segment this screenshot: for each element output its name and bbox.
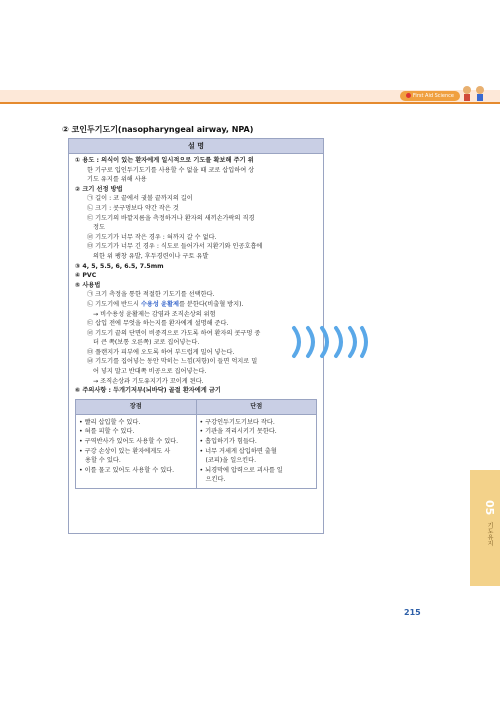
method-2-highlight: 수용성 윤활제 [140,300,179,308]
method-1: ㉠ 크기 측정을 통한 적절한 기도기를 선택한다. [87,291,215,299]
method-5: ㉤ 플랜지가 피부에 오도록 하여 부드럽게 밀어 넣는다. [87,348,235,356]
caution: ⑥ 주의사항 : 두개기저부(뇌바닥) 골절 환자에게 금기 [75,387,221,395]
page-number: 215 [404,608,421,617]
method-2-note: → 비수용성 윤활제는 감염과 조직손상의 위험 [93,310,216,318]
method-2 [75,300,317,310]
size-width: ㉡ 크기 : 콧구멍보다 약간 작은 것 [87,204,179,212]
size-diameter-2: 정도 [93,224,105,232]
method-heading: ⑤ 사용법 [75,281,101,289]
method-2-a: ㉡ 기도기에 반드시 [87,300,141,308]
cons-header: 단점 [196,399,317,414]
sizes-list: ③ 4, 5, 5.5, 6, 6.5, 7.5mm [75,262,164,270]
method-4-b: 더 큰 쪽(보통 오른쪽) 코로 집어넣는다. [93,339,200,347]
con-item: • 뇌경막에 압력으로 괴사를 일 [199,466,283,474]
method-4-a: ㉣ 기도기 끝의 단면이 비중격으로 가도록 하여 환자의 콧구멍 중 [87,329,261,337]
header-label-text: First Aid Science [412,93,454,99]
usage-line-2: 한 기구로 입인두기도기를 사용할 수 없을 때 코로 삽입하여 상 [87,166,255,174]
method-6-b: 어 넣지 말고 반대쪽 비공으로 집어넣는다. [93,368,207,376]
material: ④ PVC [75,272,97,280]
pro-item: • 혀를 피할 수 있다. [79,428,135,436]
size-diameter-1: ㉢ 기도기의 바깥지름을 측정하거나 환자의 새끼손가락의 직경 [87,214,255,222]
pro-item: • 빨리 삽입할 수 있다. [79,418,141,426]
con-item: • 흡입하기가 힘들다. [199,438,257,446]
size-too-long-1: ㉤ 기도기가 너무 긴 경우 : 식도로 들어가서 지환기와 인공호흡에 [87,243,263,251]
pros-cell [76,414,197,488]
usage-line-3: 기도 유지를 위해 사용 [87,176,147,184]
box-heading: 설 명 [69,139,323,154]
size-too-long-2: 의한 위 팽창 유발, 후두경련이나 구토 유발 [93,252,209,260]
nasopharyngeal-airways-icon [290,322,370,362]
pro-item: • 구강 손상이 있는 환자에게도 사 [79,447,171,455]
pro-item: • 구역반사가 있어도 사용할 수 있다. [79,438,179,446]
usage-line-1: ① 용도 : 의식이 있는 환자에게 일시적으로 기도를 확보해 주기 위 [75,157,254,164]
pro-item-cont: 용할 수 있다. [85,457,121,465]
size-heading: ② 크기 선정 방법 [75,185,123,193]
header-label [400,91,460,101]
con-item: • 구강인두기도기보다 작다. [199,418,275,426]
pros-cons-table [75,399,317,489]
chapter-number: 05 [483,500,496,516]
con-item: • 너무 거세게 삽입하면 출혈 [199,447,277,455]
header-rule [0,102,500,104]
con-item-cont: (코피)을 일으킨다. [205,457,257,465]
method-6-a: ㉥ 기도기를 집어넣는 동안 막히는 느낌(저항)이 들면 억지로 밀 [87,358,258,366]
size-length: ㉠ 길이 : 코 끝에서 귓볼 끝까지의 길이 [87,195,193,203]
cons-cell [196,414,317,488]
method-6-note: → 조직손상과 기도유지기가 꼬이게 된다. [93,377,204,385]
cartoon-figures-icon [460,84,488,102]
section-title: ② 코인두기도기(nasopharyngeal airway, NPA) [62,125,254,134]
pro-item: • 이를 물고 있어도 사용할 수 있다. [79,466,175,474]
description-content [69,154,323,489]
bullet-icon [406,93,411,98]
chapter-title: 기도유지 [486,522,493,546]
size-too-small: ㉣ 기도기가 너무 작은 경우 : 혀까지 갈 수 없다. [87,233,217,241]
description-box [68,138,324,534]
con-item: • 기관을 격리시키기 못한다. [199,428,277,436]
method-3: ㉢ 삽입 전에 무엇을 하는지를 환자에게 설명해 준다. [87,320,229,328]
pros-header: 장점 [76,399,197,414]
con-item-cont: 으킨다. [205,476,226,484]
method-2-b: 를 분한다(비출혈 방지). [178,300,244,308]
